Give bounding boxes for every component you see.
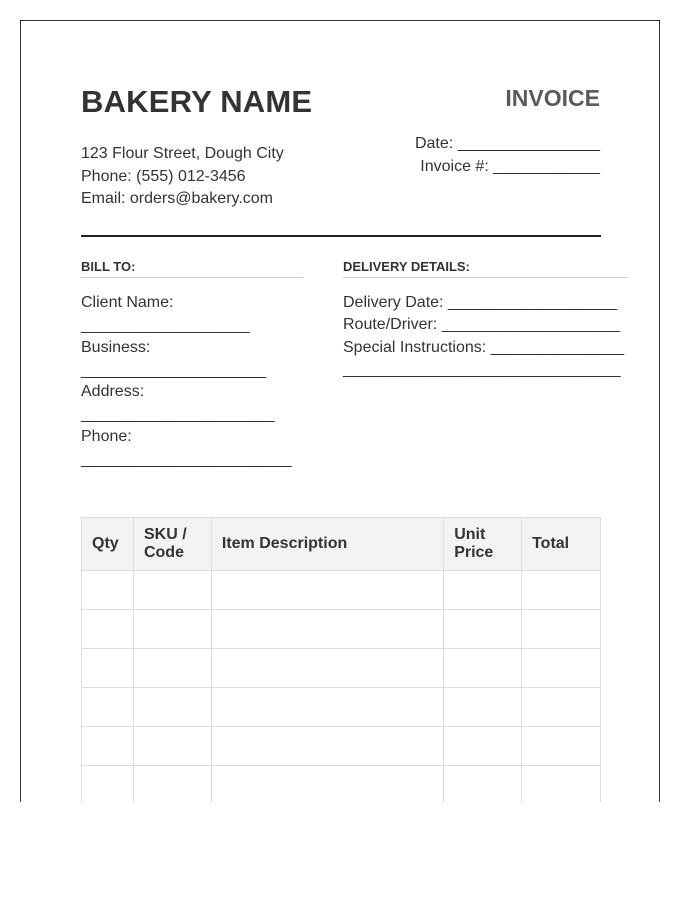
date-field[interactable]: Date: ________________: [414, 135, 600, 152]
table-row: [82, 727, 601, 766]
items-table: [81, 517, 601, 802]
qty-cell[interactable]: [82, 766, 134, 803]
qty-header: Qty: [82, 518, 134, 571]
description-cell[interactable]: [211, 727, 443, 766]
route-driver-field[interactable]: Route/Driver: ____________________: [343, 316, 620, 333]
unit-price-header: [444, 518, 522, 571]
sku-header-line2: Code: [143, 544, 184, 561]
total-cell[interactable]: [522, 610, 601, 649]
address-label: Address:: [81, 383, 145, 400]
sku-cell[interactable]: [133, 688, 211, 727]
unit-price-cell[interactable]: [444, 571, 522, 610]
total-cell[interactable]: [522, 688, 601, 727]
sku-code-header: [133, 518, 211, 571]
qty-cell[interactable]: [82, 688, 134, 727]
unit-header-line2: Price: [454, 544, 494, 561]
bakery-address: 123 Flour Street, Dough City: [81, 145, 284, 162]
bakery-contact: [81, 143, 284, 211]
invoice-sheet: [20, 20, 660, 802]
client-name-field[interactable]: ____________________: [81, 317, 249, 334]
table-row: [82, 688, 601, 727]
total-cell[interactable]: [522, 727, 601, 766]
table-row: [82, 610, 601, 649]
client-name-label: Client Name:: [81, 294, 174, 311]
description-cell[interactable]: [211, 571, 443, 610]
bakery-name: BAKERY NAME: [81, 84, 313, 119]
bill-to-heading: BILL TO:: [81, 259, 303, 278]
business-label: Business:: [81, 339, 151, 356]
total-cell[interactable]: [522, 649, 601, 688]
unit-price-cell[interactable]: [444, 688, 522, 727]
invoice-number-field[interactable]: Invoice #: ____________: [420, 157, 600, 175]
unit-price-cell[interactable]: [444, 649, 522, 688]
phone-label: Phone:: [81, 428, 132, 445]
bakery-phone: Phone: (555) 012-3456: [81, 167, 246, 185]
unit-price-cell[interactable]: [444, 766, 522, 803]
qty-cell[interactable]: [82, 610, 134, 649]
sku-cell[interactable]: [133, 649, 211, 688]
description-cell[interactable]: [211, 649, 443, 688]
total-cell[interactable]: [522, 571, 601, 610]
sku-cell[interactable]: [133, 610, 211, 649]
sku-header-line1: SKU /: [143, 526, 187, 543]
table-row: [82, 571, 601, 610]
delivery-date-field[interactable]: Delivery Date: ___________________: [343, 294, 617, 311]
sku-cell[interactable]: [133, 727, 211, 766]
delivery-details-heading: DELIVERY DETAILS:: [343, 259, 628, 278]
table-header-row: [82, 518, 601, 571]
address-field[interactable]: _______________________: [81, 406, 275, 423]
total-header: Total: [522, 518, 601, 571]
description-cell[interactable]: [211, 766, 443, 803]
item-description-header: Item Description: [211, 518, 443, 571]
unit-price-cell[interactable]: [444, 610, 522, 649]
items-body: [82, 571, 601, 803]
qty-cell[interactable]: [82, 649, 134, 688]
bakery-email: Email: orders@bakery.com: [81, 190, 273, 207]
description-cell[interactable]: [211, 610, 443, 649]
sku-cell[interactable]: [133, 766, 211, 803]
unit-header-line1: Unit: [454, 526, 486, 543]
invoice-meta: [415, 133, 600, 178]
total-cell[interactable]: [522, 766, 601, 803]
phone-field[interactable]: _________________________: [81, 451, 291, 468]
unit-price-cell[interactable]: [444, 727, 522, 766]
table-row: [82, 649, 601, 688]
invoice-title: INVOICE: [505, 85, 600, 111]
special-instructions-field[interactable]: Special Instructions: _______________: [343, 339, 625, 356]
qty-cell[interactable]: [82, 727, 134, 766]
business-field[interactable]: ______________________: [81, 362, 266, 379]
header-divider: [81, 235, 601, 237]
special-instructions-extra-line[interactable]: _________________________________: [343, 361, 621, 378]
table-row: [82, 766, 601, 803]
sku-cell[interactable]: [133, 571, 211, 610]
qty-cell[interactable]: [82, 571, 134, 610]
description-cell[interactable]: [211, 688, 443, 727]
